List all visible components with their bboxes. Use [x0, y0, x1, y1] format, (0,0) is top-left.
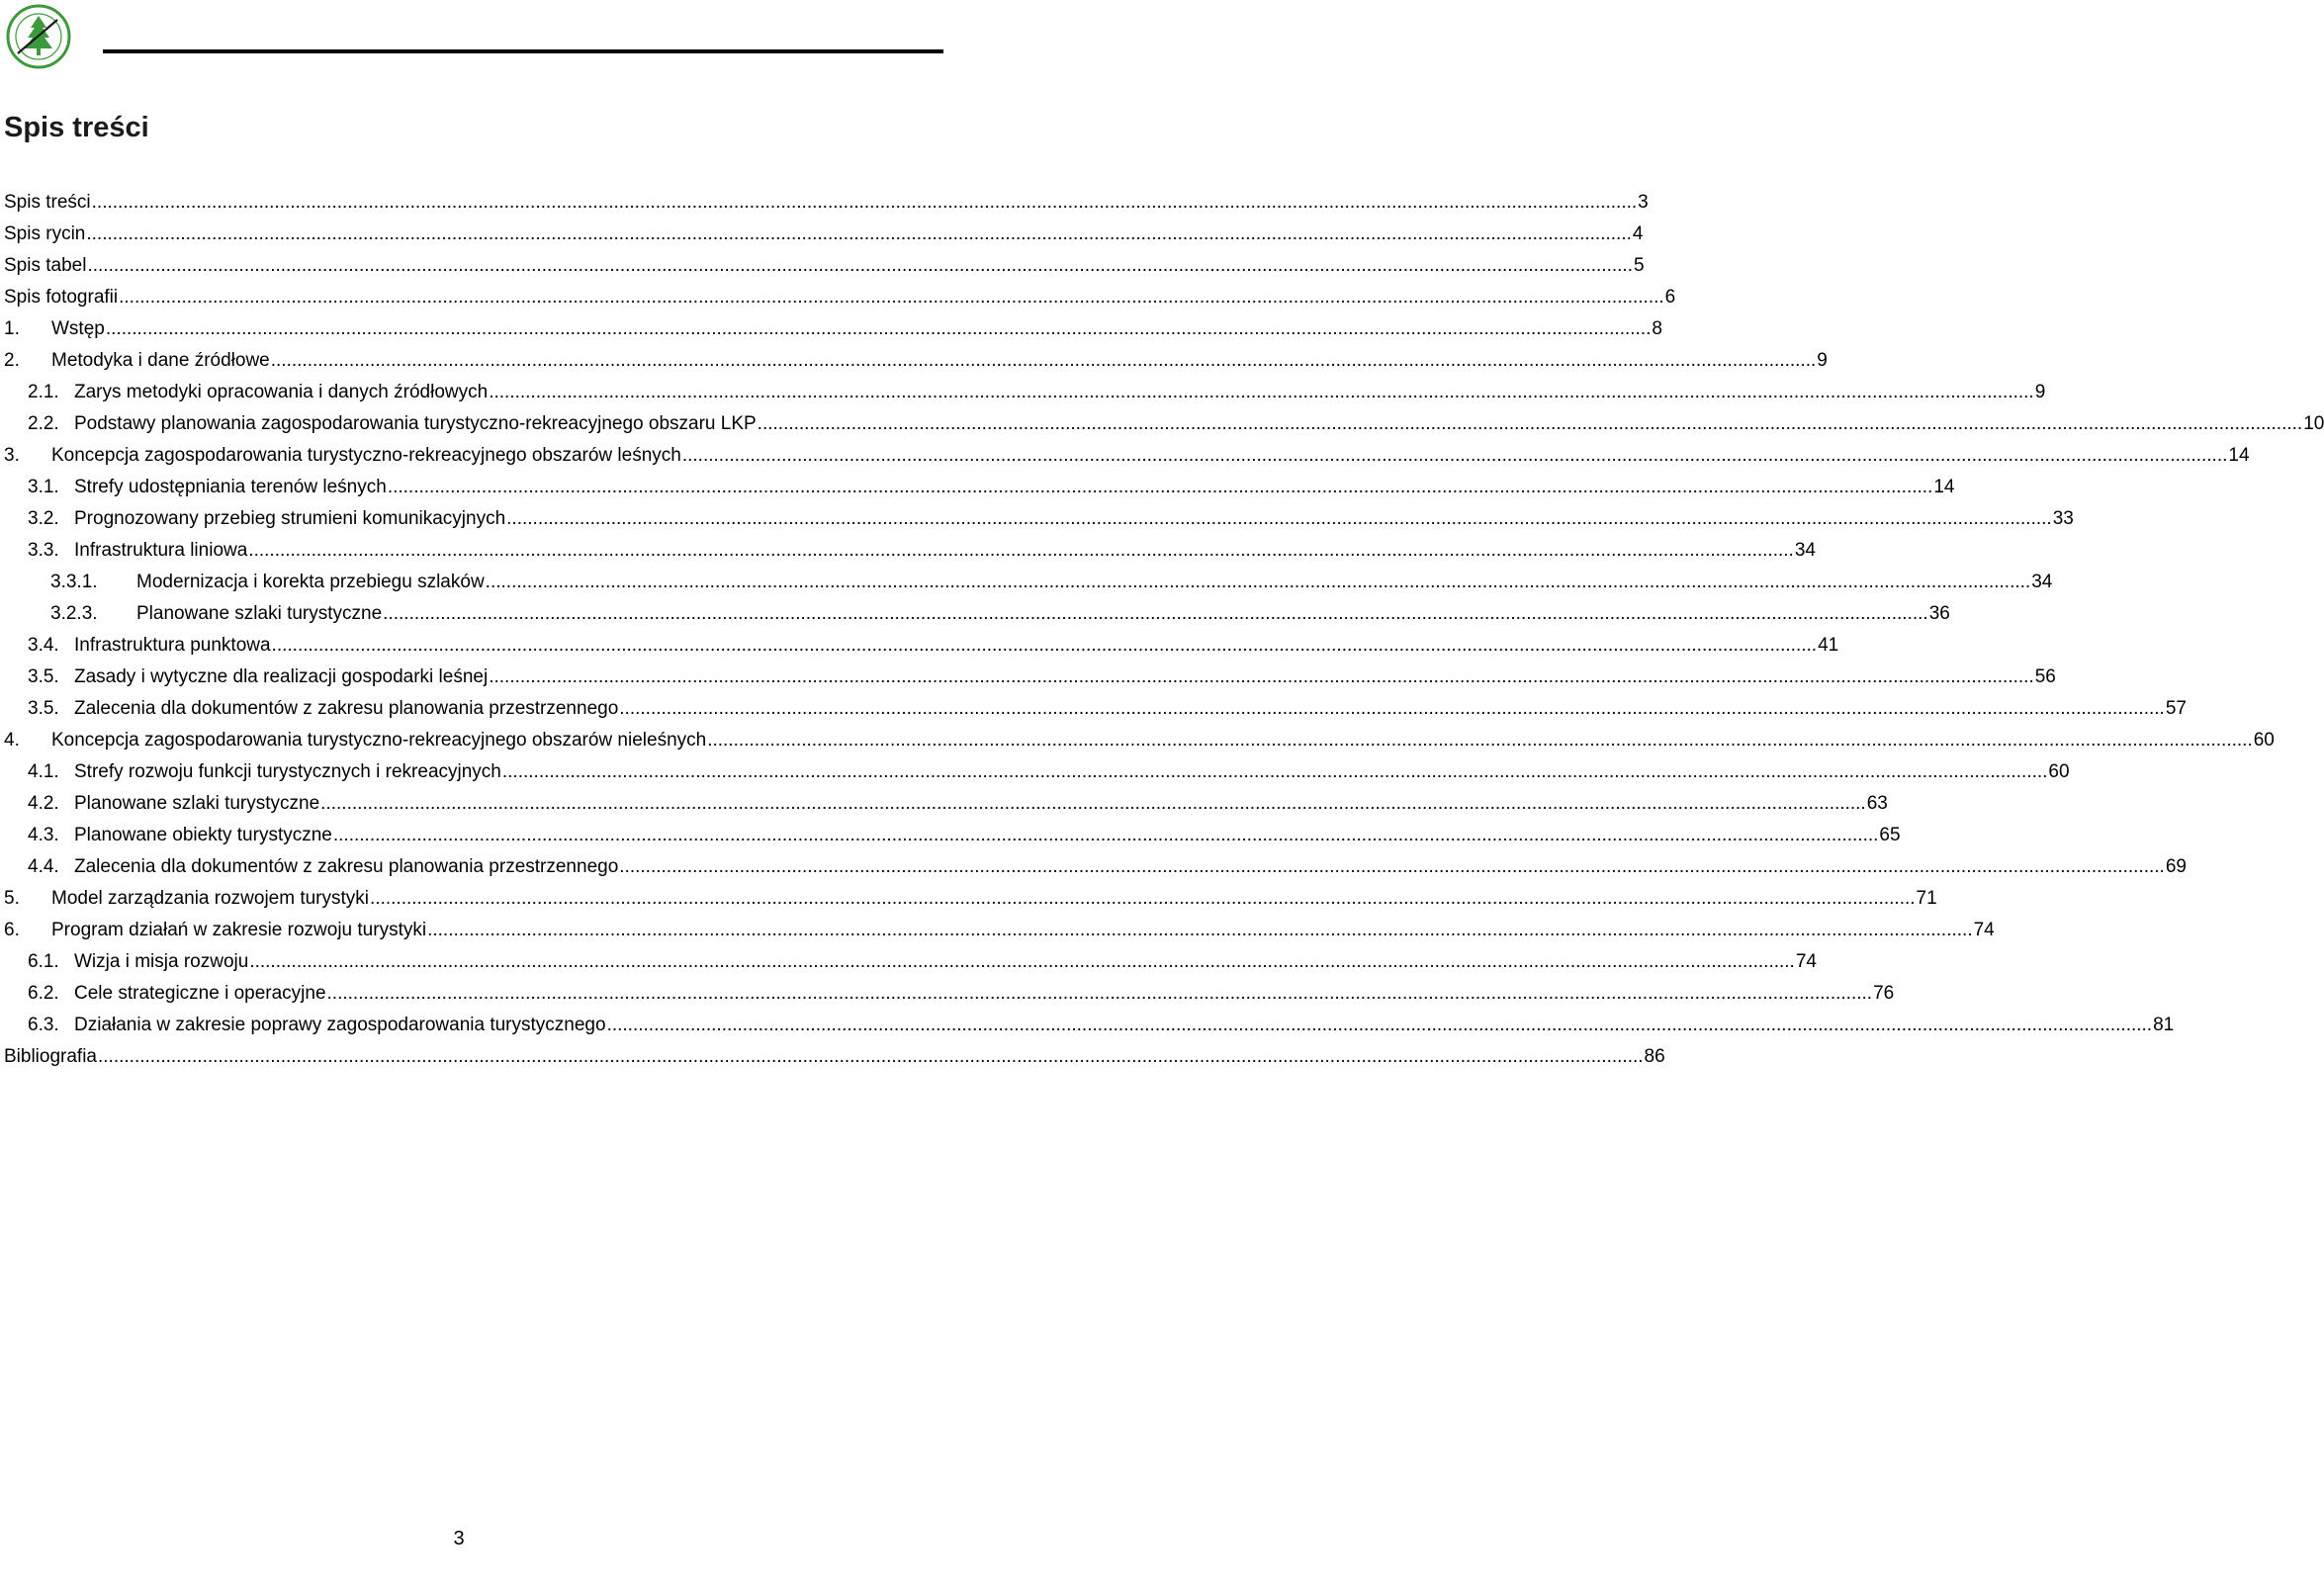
toc-dot-leader: [486, 571, 2031, 594]
toc-entry-page: 74: [1973, 920, 1995, 940]
toc-entry[interactable]: [4, 729, 2275, 760]
toc-entry-label: Planowane szlaki turystyczne: [74, 793, 320, 814]
toc-dot-leader: [607, 1014, 2153, 1037]
toc-entry[interactable]: [4, 760, 2070, 792]
toc-entry-label: Wstęp: [51, 318, 105, 339]
toc-entry-page: 71: [1916, 888, 1937, 909]
toc-entry-page: 60: [2048, 761, 2070, 782]
toc-entry-page: 6: [1664, 287, 1676, 308]
toc-entry-number: 5.: [4, 888, 20, 909]
toc-entry-label: Program działań w zakresie rozwoju turystyki: [51, 920, 427, 940]
toc-entry-label: Strefy rozwoju funkcji turystycznych i rekreacyjnych: [74, 761, 501, 782]
toc-dot-leader: [106, 317, 1652, 341]
toc-entry-page: 34: [2031, 572, 2053, 592]
toc-entry-label: Wizja i misja rozwoju: [74, 951, 249, 972]
toc-entry[interactable]: [4, 602, 1950, 634]
toc-entry[interactable]: [4, 634, 1839, 665]
toc-dot-leader: [119, 286, 1664, 310]
toc-entry-number: 3.2.: [28, 508, 59, 529]
toc-entry-label: Cele strategiczne i operacyjne: [74, 983, 326, 1004]
toc-entry-number: 4.1.: [28, 761, 59, 782]
toc-entry[interactable]: [4, 476, 1955, 507]
toc-entry[interactable]: [4, 539, 1816, 571]
toc-entry[interactable]: [4, 887, 1937, 919]
toc-entry-number: 3.2.3.: [50, 603, 98, 624]
table-of-contents: [4, 191, 2324, 1077]
toc-dot-leader: [333, 824, 1879, 847]
toc-dot-leader: [98, 1045, 1644, 1069]
toc-entry[interactable]: [4, 665, 2056, 697]
toc-entry-page: 34: [1794, 540, 1816, 561]
toc-entry-page: 14: [2228, 445, 2250, 466]
toc-dot-leader: [248, 539, 1794, 563]
toc-dot-leader: [86, 222, 1632, 246]
toc-dot-leader: [320, 792, 1866, 816]
toc-entry-label: Zarys metodyki opracowania i danych źródłowych: [74, 382, 489, 402]
toc-entry-number: 3.3.: [28, 540, 59, 561]
toc-entry-number: 3.4.: [28, 635, 59, 656]
toc-entry[interactable]: [4, 254, 1645, 286]
toc-entry-label: Spis fotografii: [4, 287, 119, 308]
toc-entry-number: 6.3.: [28, 1015, 59, 1035]
toc-entry[interactable]: [4, 191, 1649, 222]
toc-entry-number: 4.: [4, 730, 20, 751]
toc-entry-number: 6.2.: [28, 983, 59, 1004]
toc-entry-label: Strefy udostępniania terenów leśnych: [74, 477, 387, 497]
toc-dot-leader: [327, 982, 1873, 1006]
toc-entry-label: Zasady i wytyczne dla realizacji gospodarki leśnej: [74, 666, 489, 687]
toc-entry[interactable]: [4, 792, 1888, 824]
toc-entry[interactable]: [4, 222, 1644, 254]
page-number: 3: [453, 1528, 465, 1549]
toc-entry[interactable]: [4, 317, 1662, 349]
toc-dot-leader: [489, 665, 2034, 689]
toc-entry-page: 57: [2165, 698, 2187, 719]
toc-entry-number: 2.: [4, 350, 20, 371]
toc-entry-page: 56: [2034, 666, 2056, 687]
toc-entry[interactable]: [4, 919, 1995, 950]
toc-entry-label: Koncepcja zagospodarowania turystyczno-rekreacyjnego obszarów nieleśnych: [51, 730, 707, 751]
toc-entry-page: 65: [1879, 825, 1901, 845]
toc-entry[interactable]: [4, 697, 2187, 729]
toc-entry-page: 9: [2034, 382, 2046, 402]
toc-entry[interactable]: [4, 286, 1676, 317]
toc-entry-label: Infrastruktura punktowa: [74, 635, 271, 656]
toc-entry-page: 41: [1818, 635, 1839, 656]
toc-dot-leader: [619, 855, 2165, 879]
toc-entry-page: 69: [2165, 856, 2187, 877]
toc-entry[interactable]: [4, 571, 2053, 602]
toc-entry-label: Planowane obiekty turystyczne: [74, 825, 332, 845]
toc-entry-number: 2.1.: [28, 382, 59, 402]
toc-entry-label: Spis tabel: [4, 255, 87, 276]
page-title: Spis treści: [4, 112, 149, 143]
toc-entry-page: 63: [1866, 793, 1888, 814]
toc-entry[interactable]: [4, 507, 2074, 539]
toc-dot-leader: [427, 919, 1973, 942]
toc-entry[interactable]: [4, 982, 1895, 1014]
toc-entry-number: 6.: [4, 920, 20, 940]
toc-entry-label: Modernizacja i korekta przebiegu szlaków: [136, 572, 485, 592]
toc-entry-page: 4: [1632, 223, 1644, 244]
toc-entry-page: 36: [1928, 603, 1950, 624]
toc-entry[interactable]: [4, 824, 1901, 855]
toc-dot-leader: [758, 412, 2303, 436]
toc-entry-page: 14: [1933, 477, 1955, 497]
toc-entry-page: 10: [2303, 413, 2324, 434]
toc-entry-page: 81: [2153, 1015, 2175, 1035]
toc-dot-leader: [682, 444, 2228, 468]
toc-entry-page: 8: [1652, 318, 1662, 339]
toc-entry-label: Działania w zakresie poprawy zagospodarowania turystycznego: [74, 1015, 606, 1035]
toc-entry-number: 4.2.: [28, 793, 59, 814]
toc-entry-label: Infrastruktura liniowa: [74, 540, 248, 561]
toc-entry-number: 3.: [4, 445, 20, 466]
toc-entry[interactable]: [4, 412, 2324, 444]
toc-dot-leader: [619, 697, 2165, 721]
toc-entry-number: 4.3.: [28, 825, 59, 845]
toc-entry-page: 33: [2052, 508, 2074, 529]
toc-dot-leader: [272, 634, 1818, 658]
toc-entry-number: 4.4.: [28, 856, 59, 877]
toc-entry-number: 1.: [4, 318, 20, 339]
toc-entry-label: Zalecenia dla dokumentów z zakresu planowania przestrzennego: [74, 856, 619, 877]
toc-entry-number: 6.1.: [28, 951, 59, 972]
toc-entry[interactable]: [4, 855, 2187, 887]
toc-dot-leader: [707, 729, 2253, 752]
toc-entry-number: 3.5.: [28, 666, 59, 687]
toc-entry-number: 2.2.: [28, 413, 59, 434]
toc-entry-label: Zalecenia dla dokumentów z zakresu planowania przestrzennego: [74, 698, 619, 719]
toc-entry-page: 5: [1633, 255, 1645, 276]
toc-dot-leader: [502, 760, 2048, 784]
toc-entry-label: Spis rycin: [4, 223, 86, 244]
toc-entry-label: Koncepcja zagospodarowania turystyczno-rekreacyjnego obszarów leśnych: [51, 445, 681, 466]
toc-entry-number: 3.1.: [28, 477, 59, 497]
toc-dot-leader: [370, 887, 1916, 911]
toc-entry-label: Model zarządzania rozwojem turystyki: [51, 888, 370, 909]
toc-entry-label: Podstawy planowania zagospodarowania turystyczno-rekreacyjnego obszaru LKP: [74, 413, 757, 434]
toc-entry[interactable]: [4, 950, 1817, 982]
toc-entry-page: 60: [2253, 730, 2275, 751]
toc-dot-leader: [87, 254, 1633, 278]
toc-entry-label: Spis treści: [4, 192, 91, 213]
toc-entry-page: 9: [1817, 350, 1828, 371]
toc-dot-leader: [92, 191, 1638, 215]
toc-entry[interactable]: [4, 349, 1828, 381]
toc-entry[interactable]: [4, 381, 2046, 412]
toc-dot-leader: [271, 349, 1817, 373]
toc-entry-label: Metodyka i dane źródłowe: [51, 350, 270, 371]
institution-logo: [6, 4, 71, 69]
toc-entry-number: 3.5.: [28, 698, 59, 719]
toc-entry[interactable]: [4, 1014, 2175, 1045]
toc-entry-page: 3: [1638, 192, 1649, 213]
toc-dot-leader: [249, 950, 1795, 974]
toc-dot-leader: [489, 381, 2034, 404]
toc-dot-leader: [383, 602, 1928, 626]
toc-dot-leader: [506, 507, 2052, 531]
toc-entry-number: 3.3.1.: [50, 572, 98, 592]
toc-entry-label: Planowane szlaki turystyczne: [136, 603, 383, 624]
toc-entry-page: 76: [1873, 983, 1895, 1004]
toc-entry-label: Bibliografia: [4, 1046, 97, 1067]
toc-entry-page: 86: [1644, 1046, 1665, 1067]
toc-dot-leader: [388, 476, 1933, 499]
header-rule: [103, 49, 943, 53]
toc-entry[interactable]: [4, 1045, 1665, 1077]
toc-entry-label: Prognozowany przebieg strumieni komunikacyjnych: [74, 508, 506, 529]
toc-entry[interactable]: [4, 444, 2250, 476]
toc-entry-page: 74: [1795, 951, 1817, 972]
